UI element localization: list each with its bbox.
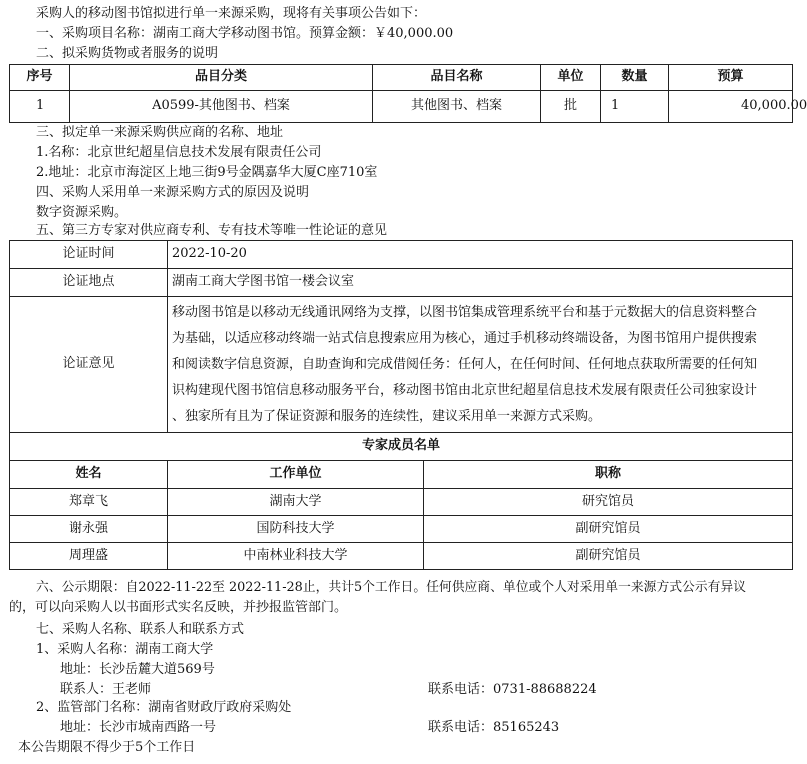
opinion-line: 、独家所有且为了保证资源和服务的连续性，建议采用单一来源方式采购。 — [172, 408, 602, 424]
expert-title: 副研究馆员 — [424, 543, 793, 570]
cell-item-name: 其他图书、档案 — [373, 91, 541, 123]
section-6-line-1: 六、公示期限：自2022-11-22至 2022-11-28止，共计5个工作日。任何供应商、单位或个人对采用单一来源方式公示有异议 — [36, 580, 747, 595]
review-opinion-text — [168, 297, 793, 433]
review-place-value: 湖南工商大学图书馆一楼会议室 — [168, 269, 793, 297]
col-header-expert-name: 姓名 — [10, 461, 168, 489]
section-4-reason: 数字资源采购。 — [36, 205, 128, 220]
intro-text: 采购人的移动图书馆拟进行单一来源采购，现将有关事项公告如下： — [36, 6, 427, 21]
review-place-label: 论证地点 — [10, 269, 168, 297]
expert-org: 中南林业科技大学 — [168, 543, 424, 570]
col-header-quantity: 数量 — [601, 65, 669, 91]
buyer-address: 地址：长沙岳麓大道569号 — [60, 662, 215, 677]
review-opinion-row — [10, 297, 793, 433]
experts-header-row — [10, 461, 793, 489]
expert-name: 谢永强 — [10, 516, 168, 543]
expert-title: 研究馆员 — [424, 489, 793, 516]
review-time-label: 论证时间 — [10, 241, 168, 269]
cell-unit: 批 — [541, 91, 601, 123]
table-row — [10, 91, 793, 123]
regulator-phone: 联系电话：85165243 — [428, 720, 560, 735]
opinion-line: 移动图书馆是以移动无线通讯网络为支撑，以图书馆集成管理系统平台和基于元数据大的信息资料整合 — [172, 304, 758, 320]
cell-category: A0599-其他图书、档案 — [70, 91, 373, 123]
expert-name: 周理盛 — [10, 543, 168, 570]
cell-budget: 40,000.00 — [669, 91, 793, 123]
col-header-unit: 单位 — [541, 65, 601, 91]
expert-org: 湖南大学 — [168, 489, 424, 516]
section-4-heading: 四、采购人采用单一来源采购方式的原因及说明 — [36, 185, 310, 200]
supplier-name: 1.名称：北京世纪超星信息技术发展有限责任公司 — [36, 145, 322, 160]
col-header-expert-org: 工作单位 — [168, 461, 424, 489]
section-7-heading: 七、采购人名称、联系人和联系方式 — [36, 622, 245, 637]
regulator-address: 地址：长沙市城南西路一号 — [60, 720, 217, 735]
opinion-line: 为基础，以适应移动终端一站式信息搜索应用为核心，通过手机移动终端设备，为图书馆用户提供搜索 — [172, 330, 758, 346]
section-5-heading: 五、第三方专家对供应商专利、专有技术等唯一性论证的意见 — [36, 223, 388, 238]
supplier-address: 2.地址：北京市海淀区上地三街9号金隅嘉华大厦C座710室 — [36, 165, 378, 180]
table-row — [10, 489, 793, 516]
experts-title-row — [10, 433, 793, 461]
col-header-category: 品目分类 — [70, 65, 373, 91]
opinion-line: 识构建现代图书馆信息移动服务平台，移动图书馆由北京世纪超星信息技术发展有限责任公司独家设计 — [172, 382, 758, 398]
col-header-item-name: 品目名称 — [373, 65, 541, 91]
experts-title: 专家成员名单 — [10, 433, 793, 461]
regulator-name: 2、监管部门名称：湖南省财政厅政府采购处 — [36, 700, 292, 715]
review-table — [9, 240, 793, 570]
buyer-name: 1、采购人名称：湖南工商大学 — [36, 642, 214, 657]
section-2-heading: 二、拟采购货物或者服务的说明 — [36, 46, 219, 61]
opinion-line: 和阅读数字信息资源，自助查询和完成借阅任务：任何人，在任何时间、任何地点获取所需要的任何知 — [172, 356, 758, 372]
goods-table — [9, 64, 807, 123]
goods-table-header — [10, 65, 793, 91]
review-time-row — [10, 241, 793, 269]
expert-name: 郑章飞 — [10, 489, 168, 516]
expert-org: 国防科技大学 — [168, 516, 424, 543]
expert-title: 副研究馆员 — [424, 516, 793, 543]
review-time-value: 2022-10-20 — [168, 241, 793, 269]
table-row — [10, 543, 793, 570]
section-3-heading: 三、拟定单一来源采购供应商的名称、地址 — [36, 125, 284, 140]
cell-index: 1 — [10, 91, 70, 123]
review-place-row — [10, 269, 793, 297]
review-opinion-label: 论证意见 — [10, 297, 168, 433]
table-row — [10, 516, 793, 543]
buyer-phone: 联系电话：0731-88688224 — [428, 682, 597, 697]
cell-quantity: 1 — [601, 91, 669, 123]
footer-note: 本公告期限不得少于5个工作日 — [18, 740, 196, 755]
buyer-contact: 联系人：王老师 — [60, 682, 152, 697]
col-header-index: 序号 — [10, 65, 70, 91]
section-1-project: 一、采购项目名称：湖南工商大学移动图书馆。预算金额：￥40,000.00 — [36, 26, 454, 41]
col-header-expert-title: 职称 — [424, 461, 793, 489]
col-header-budget: 预算 — [669, 65, 793, 91]
section-6-line-2: 的，可以向采购人以书面形式实名反映，并抄报监管部门。 — [9, 600, 348, 615]
